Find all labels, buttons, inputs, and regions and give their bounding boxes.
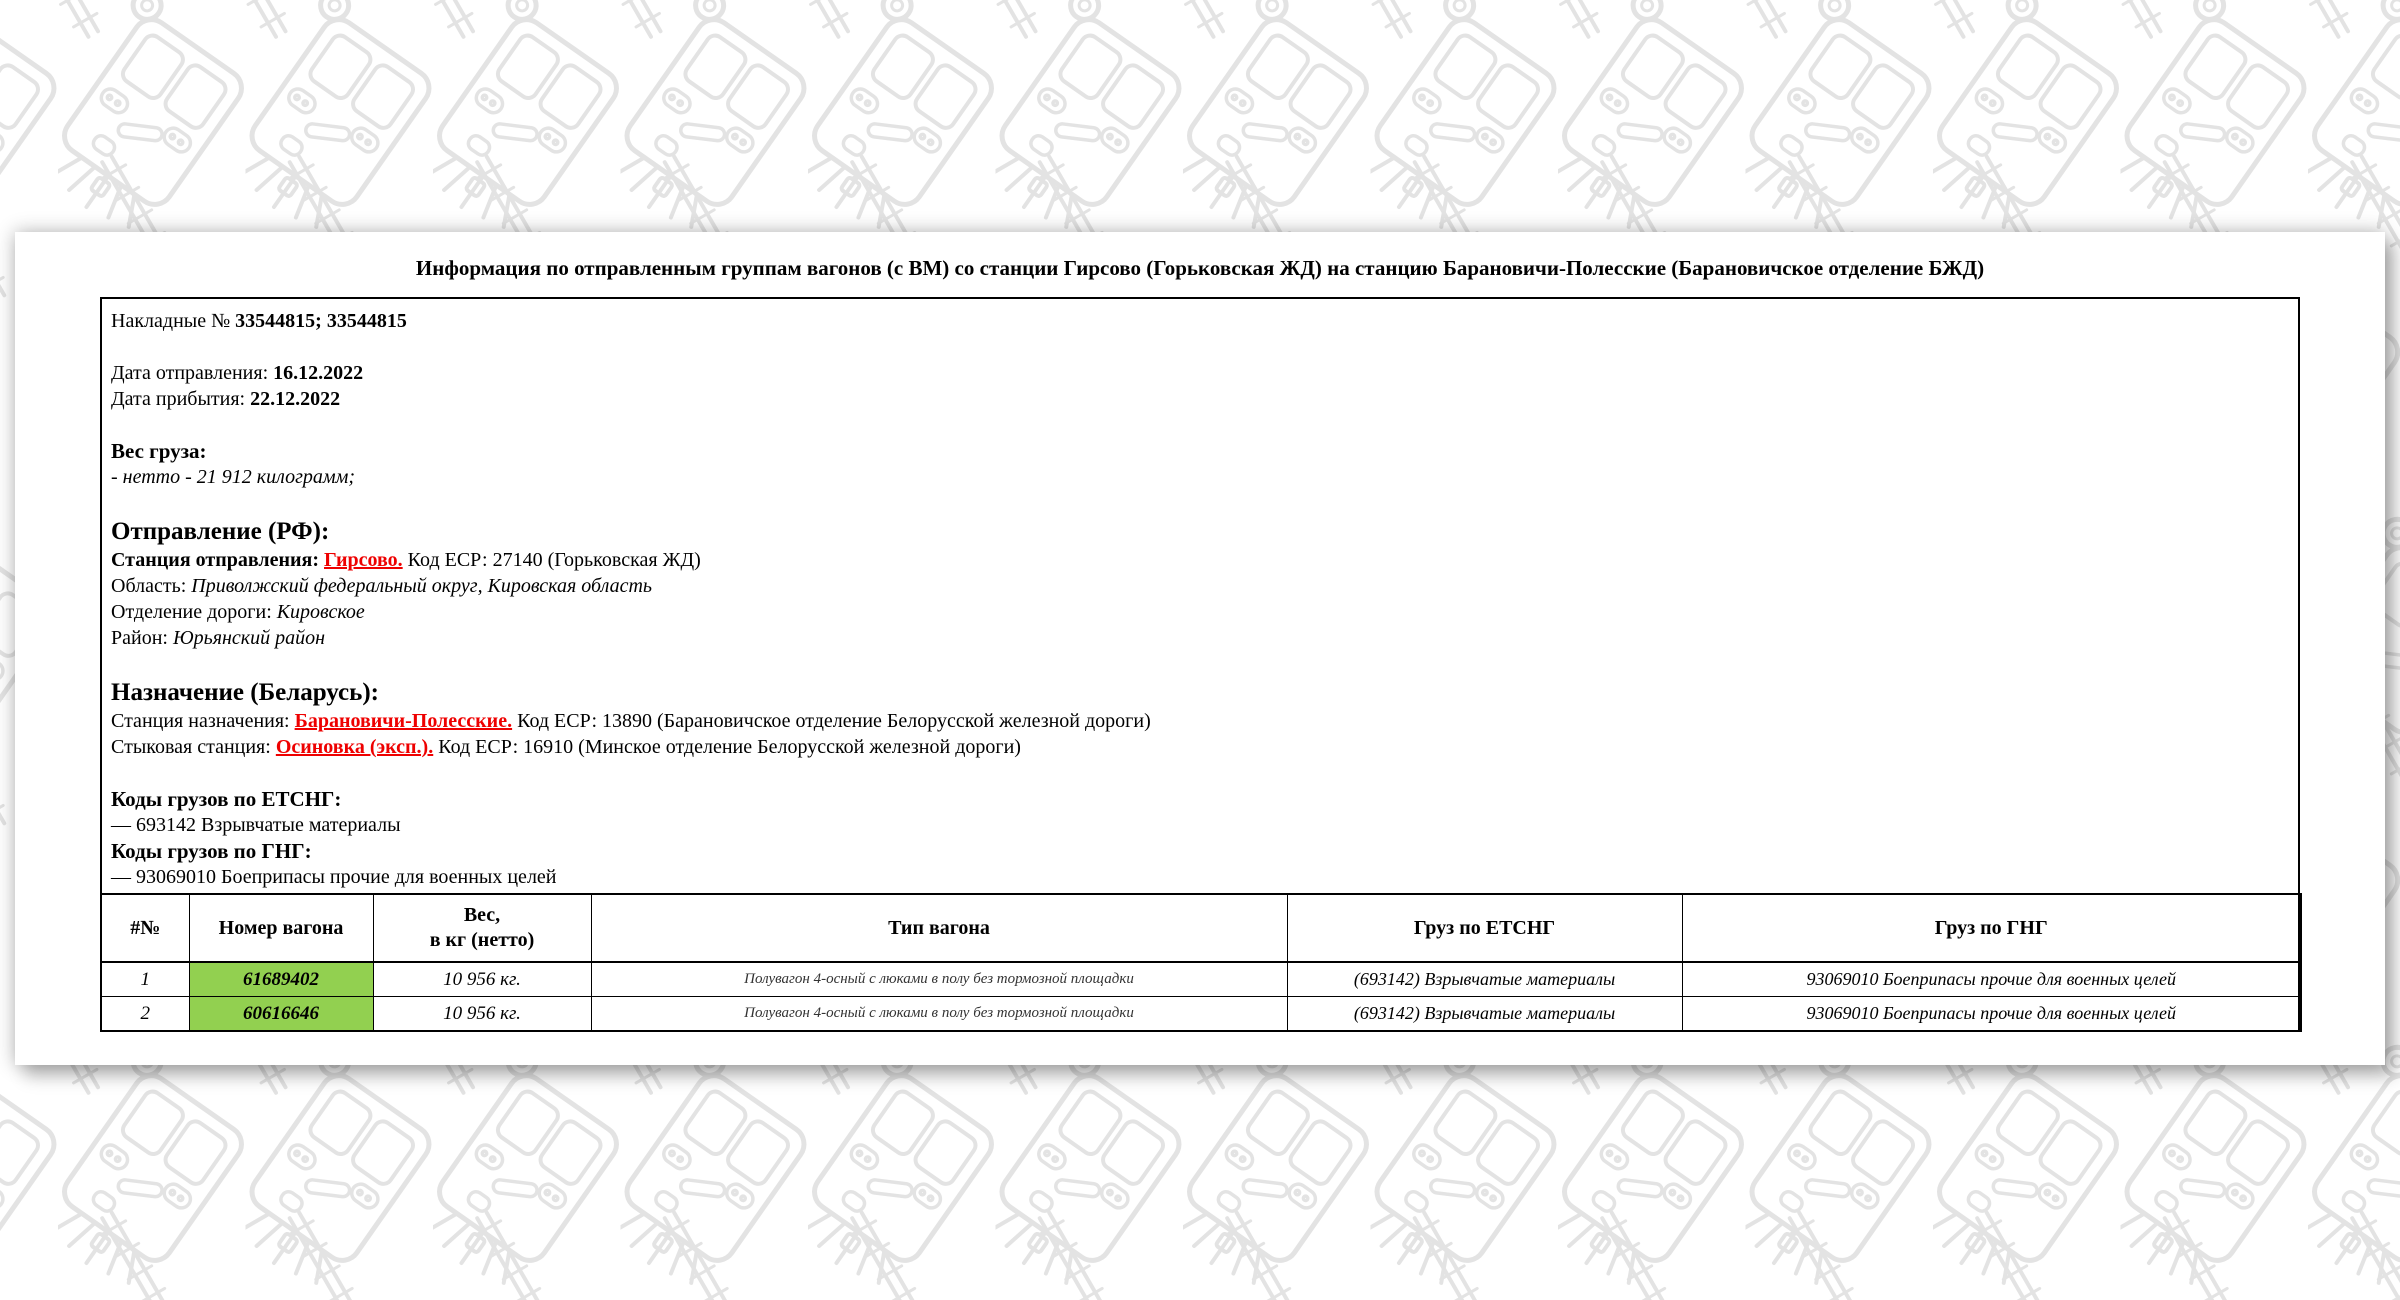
origin-heading: Отправление (РФ): xyxy=(111,518,330,545)
origin-division-line xyxy=(111,599,2288,625)
weight-heading: Вес груза: xyxy=(111,439,207,463)
arrival-date-line xyxy=(111,386,2288,412)
junction-station-rest: Код ЕСР: 16910 (Минское отделение Белорусской железной дороги) xyxy=(433,736,1021,758)
origin-district-value: Юрьянский район xyxy=(172,627,326,649)
cargo-etsng-cell: (693142) Взрывчатые материалы xyxy=(1287,997,1682,1032)
wagon-type-cell: Полувагон 4-осный с люками в полу без тормозной площадки xyxy=(591,997,1287,1032)
gng-code-item: — 93069010 Боеприпасы прочие для военных целей xyxy=(111,866,557,888)
cargo-gng-cell: 93069010 Боеприпасы прочие для военных целей xyxy=(1682,962,2301,997)
document-text-area xyxy=(102,299,2298,890)
row-number: 1 xyxy=(101,962,189,997)
origin-station-line xyxy=(111,547,2288,573)
destination-station-line xyxy=(111,708,2288,734)
row-number: 2 xyxy=(101,997,189,1032)
weight-cell: 10 956 кг. xyxy=(373,962,591,997)
wagon-type-cell: Полувагон 4-осный с люками в полу без тормозной площадки xyxy=(591,962,1287,997)
waybills-line xyxy=(111,308,2288,334)
waybills-label: Накладные № xyxy=(111,310,236,332)
table-row xyxy=(101,997,2301,1032)
wagons-table xyxy=(100,893,2302,1032)
table-row xyxy=(101,962,2301,997)
origin-district-line xyxy=(111,625,2288,651)
header-num: #№ xyxy=(101,894,189,962)
table-header-row xyxy=(101,894,2301,962)
junction-station-link[interactable]: Осиновка (эксп.). xyxy=(275,736,434,758)
origin-station-label: Станция отправления: xyxy=(111,549,325,571)
etsng-code-item: — 693142 Взрывчатые материалы xyxy=(111,814,401,836)
origin-division-label: Отделение дороги: xyxy=(111,601,277,623)
header-wagon-type: Тип вагона xyxy=(591,894,1287,962)
waybills-value: 33544815; 33544815 xyxy=(235,310,407,332)
arrival-date-value: 22.12.2022 xyxy=(250,388,341,410)
etsng-codes-heading: Коды грузов по ЕТСНГ: xyxy=(111,787,342,811)
header-weight-line1: Вес, xyxy=(463,904,501,926)
origin-station-rest: Код ЕСР: 27140 (Горьковская ЖД) xyxy=(402,549,701,571)
header-wagon-number: Номер вагона xyxy=(189,894,373,962)
header-weight xyxy=(373,894,591,962)
header-cargo-etsng: Груз по ЕТСНГ xyxy=(1287,894,1682,962)
weight-netto-value: - нетто - 21 912 килограмм; xyxy=(111,466,356,488)
departure-date-label: Дата отправления: xyxy=(111,362,274,384)
origin-station-link[interactable]: Гирсово. xyxy=(324,549,403,571)
document-title: Информация по отправленным группам вагонов (с ВМ) со станции Гирсово (Горьковская ЖД) на станцию Барановичи-Полесские (Барановичское отделение БЖД) xyxy=(415,256,1985,280)
destination-station-rest: Код ЕСР: 13890 (Барановичское отделение Белорусской железной дороги) xyxy=(512,710,1151,732)
origin-region-line xyxy=(111,573,2288,599)
junction-station-label: Стыковая станция: xyxy=(111,736,276,758)
arrival-date-label: Дата прибытия: xyxy=(111,388,251,410)
destination-station-label: Станция назначения: xyxy=(111,710,295,732)
header-weight-line2: в кг (нетто) xyxy=(429,929,535,951)
gng-codes-heading: Коды грузов по ГНГ: xyxy=(111,839,312,863)
destination-heading: Назначение (Беларусь): xyxy=(111,679,379,706)
departure-date-value: 16.12.2022 xyxy=(273,362,364,384)
junction-station-line xyxy=(111,734,2288,760)
origin-district-label: Район: xyxy=(111,627,173,649)
origin-division-value: Кировское xyxy=(276,601,365,623)
weight-cell: 10 956 кг. xyxy=(373,997,591,1032)
document-sheet xyxy=(15,232,2385,1065)
wagon-number-cell: 61689402 xyxy=(189,962,373,997)
document-body-box xyxy=(100,297,2300,1032)
destination-station-link[interactable]: Барановичи-Полесские. xyxy=(294,710,513,732)
origin-region-label: Область: xyxy=(111,575,192,597)
header-cargo-gng: Груз по ГНГ xyxy=(1682,894,2301,962)
departure-date-line xyxy=(111,360,2288,386)
wagon-number-cell: 60616646 xyxy=(189,997,373,1032)
origin-region-value: Приволжский федеральный округ, Кировская область xyxy=(191,575,652,597)
cargo-gng-cell: 93069010 Боеприпасы прочие для военных целей xyxy=(1682,997,2301,1032)
cargo-etsng-cell: (693142) Взрывчатые материалы xyxy=(1287,962,1682,997)
